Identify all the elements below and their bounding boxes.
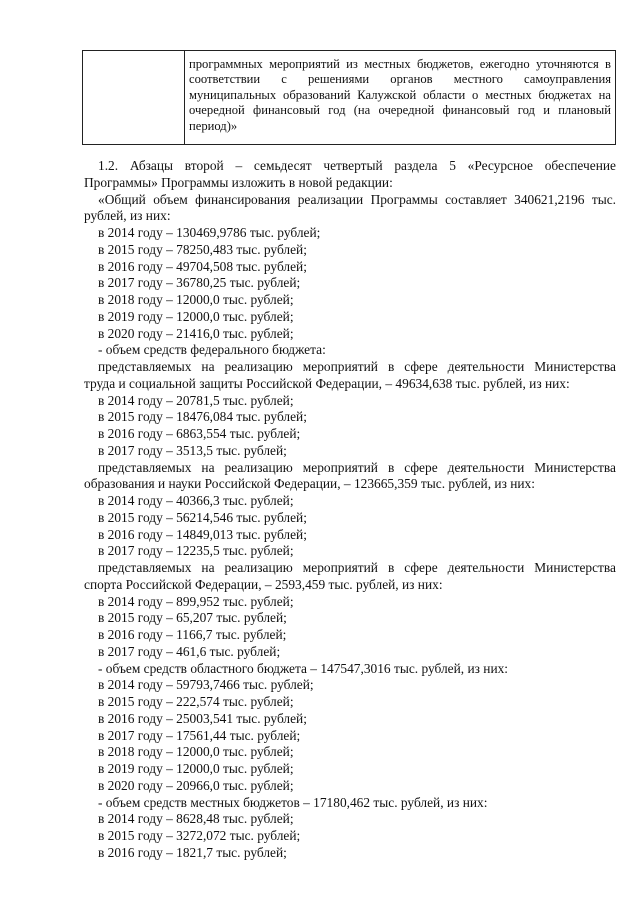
intro-line: 1.2. Абзацы второй – семьдесят четвертый раздела 5 «Ресурсное обеспечение bbox=[98, 158, 616, 173]
federal-sport-year: в 2014 году – 899,952 тыс. рублей; bbox=[98, 593, 294, 609]
federal-labor-year: в 2014 году – 20781,5 тыс. рублей; bbox=[98, 392, 294, 408]
table-line: очередной финансовый год (на очередной финансовый год и плановый bbox=[189, 103, 611, 118]
total-year-line: в 2014 году – 130469,9786 тыс. рублей; bbox=[98, 225, 321, 240]
regional-year: в 2018 году – 12000,0 тыс. рублей; bbox=[98, 744, 294, 760]
total-year-line: в 2017 году – 36780,25 тыс. рублей; bbox=[98, 275, 301, 291]
federal-labor-year: в 2016 году – 6863,554 тыс. рублей; bbox=[98, 426, 301, 441]
federal-sport-line: спорта Российской Федерации, – 2593,459 тыс. рублей, из них: bbox=[84, 576, 443, 592]
total-year-line: в 2019 году – 12000,0 тыс. рублей; bbox=[98, 308, 294, 324]
regional-year: в 2016 году – 25003,541 тыс. рублей; bbox=[98, 710, 307, 726]
local-year: в 2015 году – 3272,072 тыс. рублей; bbox=[98, 828, 301, 843]
federal-sport-year: в 2016 году – 1166,7 тыс. рублей; bbox=[98, 627, 287, 642]
table-cell-empty bbox=[83, 51, 185, 145]
table-line: программных мероприятий из местных бюджетов, ежегодно уточняются в bbox=[189, 57, 611, 71]
total-year-line: в 2020 году – 21416,0 тыс. рублей; bbox=[98, 325, 294, 341]
federal-labor-year: в 2015 году – 18476,084 тыс. рублей; bbox=[98, 409, 307, 425]
table-line: соответствии с решениями органов местного самоуправления bbox=[189, 72, 611, 87]
total-year-line: в 2015 году – 78250,483 тыс. рублей; bbox=[98, 241, 307, 257]
local-year: в 2016 году – 1821,7 тыс. рублей; bbox=[98, 844, 287, 860]
table-line: муниципальных образований Калужской области о местных бюджетах на bbox=[189, 87, 611, 102]
federal-edu-line: образования и науки Российской Федерации, – 123665,359 тыс. рублей, из них: bbox=[84, 476, 535, 492]
federal-edu-line: представляемых на реализацию мероприятий в сфере деятельности Министерства bbox=[98, 459, 616, 475]
federal-sport-year: в 2015 году – 65,207 тыс. рублей; bbox=[98, 610, 287, 626]
total-year-line: в 2016 году – 49704,508 тыс. рублей; bbox=[98, 258, 307, 274]
regional-year: в 2017 году – 17561,44 тыс. рублей; bbox=[98, 727, 301, 743]
total-line: рублей, из них: bbox=[84, 208, 171, 224]
federal-header: - объем средств федерального бюджета: bbox=[98, 342, 326, 358]
federal-labor-year: в 2017 году – 3513,5 тыс. рублей; bbox=[98, 442, 287, 458]
total-line: «Общий объем финансирования реализации Программы составляет 340621,2196 тыс. bbox=[98, 191, 616, 207]
local-year: в 2014 году – 8628,48 тыс. рублей; bbox=[98, 811, 294, 827]
regional-year: в 2019 году – 12000,0 тыс. рублей; bbox=[98, 761, 294, 776]
federal-sport-year: в 2017 году – 461,6 тыс. рублей; bbox=[98, 643, 281, 659]
federal-edu-year: в 2016 году – 14849,013 тыс. рублей; bbox=[98, 526, 307, 542]
local-header: - объем средств местных бюджетов – 17180,462 тыс. рублей, из них: bbox=[98, 794, 488, 810]
regional-year: в 2020 году – 20966,0 тыс. рублей; bbox=[98, 777, 294, 793]
table-fragment bbox=[82, 50, 616, 145]
federal-edu-year: в 2017 году – 12235,5 тыс. рублей; bbox=[98, 543, 294, 559]
total-year-line: в 2018 году – 12000,0 тыс. рублей; bbox=[98, 292, 294, 307]
regional-year: в 2015 году – 222,574 тыс. рублей; bbox=[98, 694, 294, 709]
intro-line: Программы» Программы изложить в новой редакции: bbox=[84, 174, 393, 190]
table-line: период)» bbox=[189, 118, 238, 133]
document-body bbox=[84, 158, 616, 862]
regional-year: в 2014 году – 59793,7466 тыс. рублей; bbox=[98, 677, 314, 693]
table-cell-text bbox=[185, 51, 616, 145]
regional-header: - объем средств областного бюджета – 147547,3016 тыс. рублей, из них: bbox=[98, 660, 509, 676]
federal-sport-line: представляемых на реализацию мероприятий в сфере деятельности Министерства bbox=[98, 560, 616, 575]
federal-labor-line: труда и социальной защиты Российской Федерации, – 49634,638 тыс. рублей, из них: bbox=[84, 375, 570, 391]
federal-labor-line: представляемых на реализацию мероприятий в сфере деятельности Министерства bbox=[98, 359, 616, 374]
federal-edu-year: в 2015 году – 56214,546 тыс. рублей; bbox=[98, 509, 307, 525]
federal-edu-year: в 2014 году – 40366,3 тыс. рублей; bbox=[98, 493, 294, 508]
